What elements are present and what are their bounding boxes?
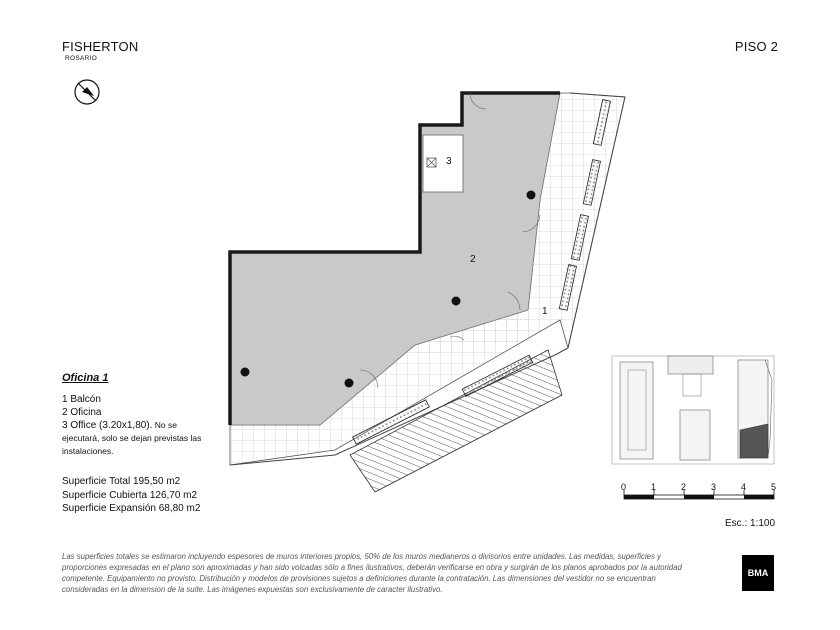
room-item: 1 Balcón — [62, 394, 101, 405]
north-arrow-icon — [75, 80, 99, 104]
scale-tick: 1 — [651, 482, 657, 492]
bma-logo: BMA — [742, 555, 774, 591]
room-number-3: 3 — [446, 156, 452, 167]
room-number-2: 2 — [470, 254, 476, 265]
surface-summary — [62, 475, 200, 516]
scale-tick: 3 — [711, 482, 717, 492]
room-number-1: 1 — [542, 306, 548, 317]
office-kitchenette — [423, 135, 463, 192]
scale-tick: 0 — [621, 482, 627, 492]
surface-expansion: Superficie Expansión 68,80 m2 — [62, 503, 201, 514]
surface-covered: Superficie Cubierta 126,70 m2 — [62, 489, 198, 501]
scale-tick: 5 — [771, 482, 777, 492]
project-city: ROSARIO — [65, 55, 98, 62]
room-item: 2 Oficina — [62, 407, 102, 418]
room-list — [62, 393, 207, 458]
scale-tick: 2 — [681, 482, 687, 492]
room-item-label: 3 Office (3.20x1,80). — [62, 420, 153, 431]
room-item-note: No se ejecutará, solo se dejan previstas las instalaciones. — [62, 420, 202, 456]
unit-title: Oficina 1 — [62, 372, 109, 384]
scale-tick: 4 — [741, 482, 747, 492]
project-name: FISHERTON — [62, 39, 139, 54]
scale-bar — [624, 490, 774, 499]
floor-label: PISO 2 — [734, 39, 778, 54]
surface-total: Superficie Total 195,50 m2 — [62, 476, 181, 487]
disclaimer-text: Las superficies totales se estimaron incluyendo espesores de muros interiores propios, 50% de los muros medianeros o divisorios entre unidades. Las medidas, superficies y proporciones expresadas en el plano son aproximadas y han sido volcadas sólo a fines ilustrativos, deberán verificarse en obra y surgirán de los planos aprobados por la autoridad competente. Equipamiento no provisto. Distribución y modelos de provisiones sujetos a definiciones durante la contratación. Las dimensiones del vestidor no se encuentran consideradas en la dimension de la suite. Las imágenes expuestas son exclusivamente de caracter ilustrativo. — [62, 552, 682, 594]
scale-label: Esc.: 1:100 — [725, 518, 776, 529]
room-item — [62, 419, 207, 458]
key-plan — [612, 356, 774, 464]
